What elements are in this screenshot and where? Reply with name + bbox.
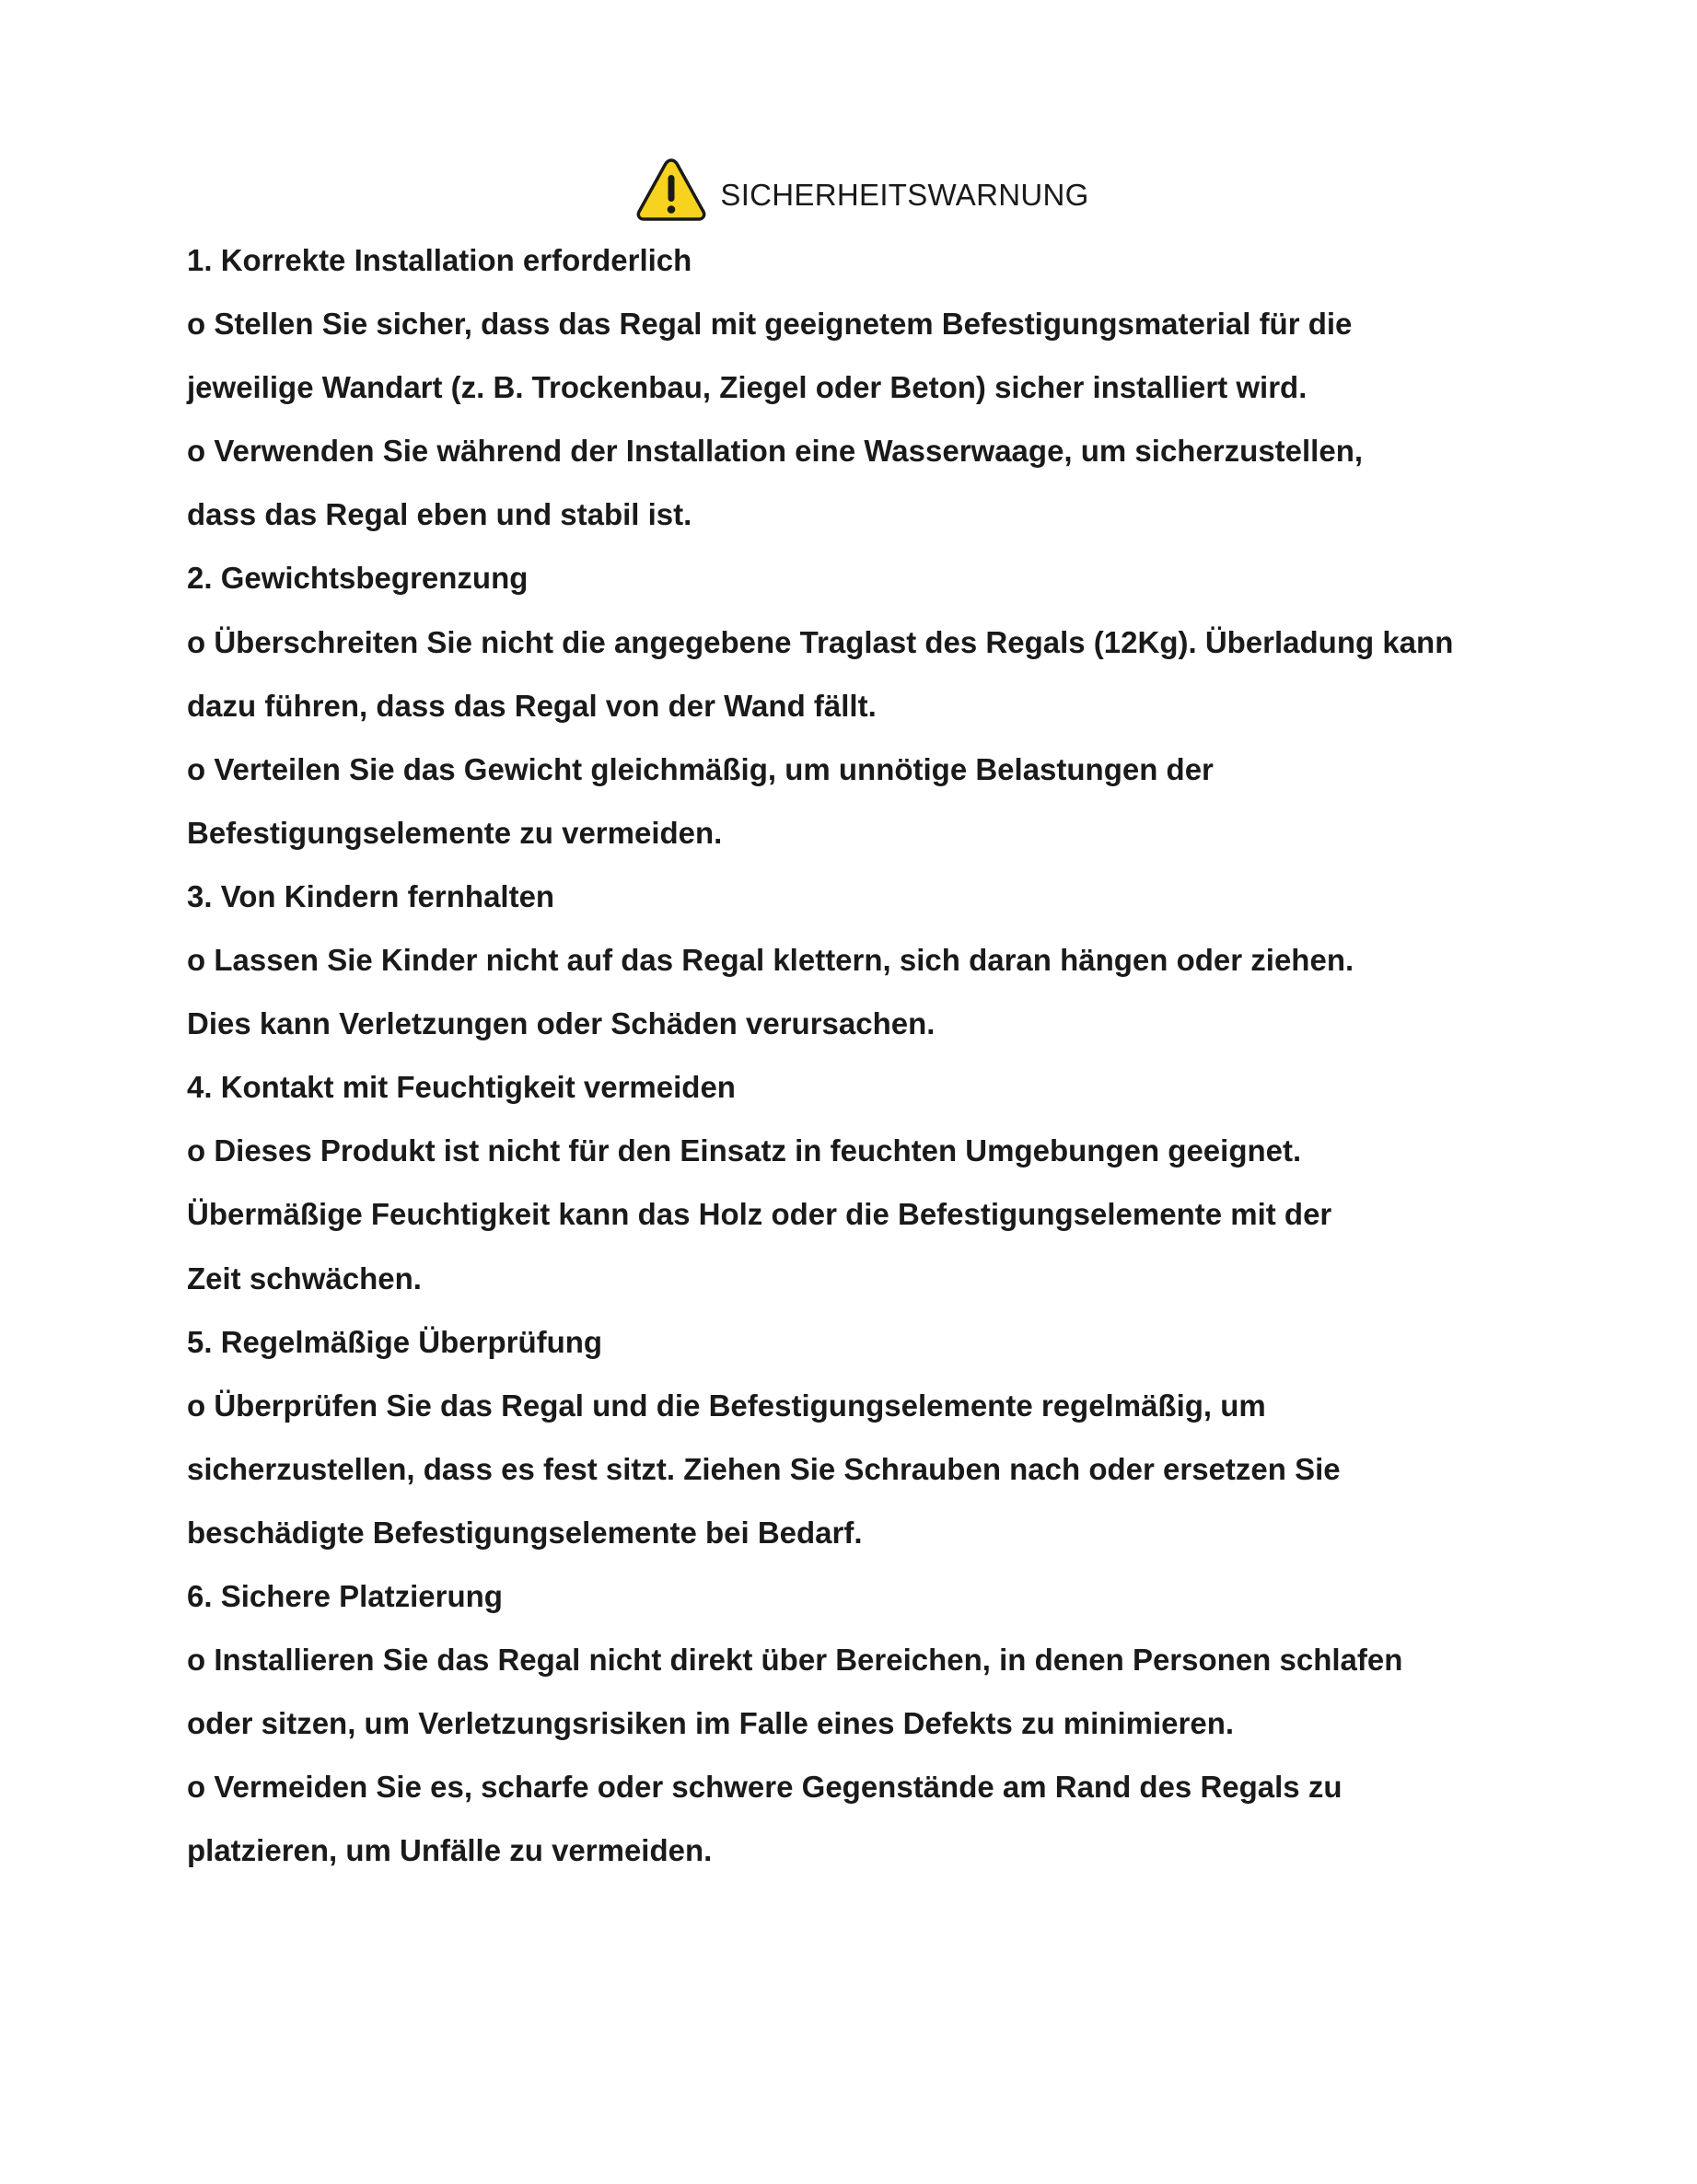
body-line: o Verteilen Sie das Gewicht gleichmäßig, um unnötige Belastungen der (187, 751, 1214, 786)
body-line: platzieren, um Unfälle zu vermeiden. (187, 1833, 713, 1868)
page-title: SICHERHEITSWARNUNG (720, 177, 1089, 212)
warning-triangle-icon (635, 157, 707, 223)
body-line: o Installieren Sie das Regal nicht direkt über Bereichen, in denen Personen schlafen (187, 1643, 1403, 1678)
safety-text-body (187, 239, 1513, 1893)
title-block (635, 157, 1088, 223)
body-line: o Überprüfen Sie das Regal und die Befestigungselemente regelmäßig, um (187, 1388, 1266, 1423)
body-line: o Überschreiten Sie nicht die angegebene Traglast des Regals (12Kg). Überladung kann (187, 624, 1454, 659)
body-line: o Lassen Sie Kinder nicht auf das Regal klettern, sich daran hängen oder ziehen. (187, 943, 1354, 978)
section-heading: 2. Gewichtsbegrenzung (187, 561, 529, 596)
body-line: jeweilige Wandart (z. B. Trockenbau, Ziegel oder Beton) sicher installiert wird. (187, 370, 1308, 405)
section-heading: 5. Regelmäßige Überprüfung (187, 1324, 603, 1359)
section-heading: 4. Kontakt mit Feuchtigkeit vermeiden (187, 1070, 736, 1105)
title-row (0, 155, 1697, 225)
section-heading: 3. Von Kindern fernhalten (187, 878, 555, 913)
body-line: o Verwenden Sie während der Installation eine Wasserwaage, um sicherzustellen, (187, 434, 1364, 469)
body-line: Zeit schwächen. (187, 1260, 422, 1295)
body-line: o Stellen Sie sicher, dass das Regal mit geeignetem Befestigungsmaterial für die (187, 307, 1353, 342)
body-line: beschädigte Befestigungselemente bei Bedarf. (187, 1515, 863, 1550)
body-line: Dies kann Verletzungen oder Schäden verursachen. (187, 1006, 936, 1041)
section-heading: 1. Korrekte Installation erforderlich (187, 243, 692, 277)
body-line: dass das Regal eben und stabil ist. (187, 497, 692, 532)
section-heading: 6. Sichere Platzierung (187, 1578, 503, 1613)
body-line: o Dieses Produkt ist nicht für den Einsatz in feuchten Umgebungen geeignet. (187, 1133, 1302, 1168)
body-line: o Vermeiden Sie es, scharfe oder schwere Gegenstände am Rand des Regals zu (187, 1770, 1342, 1805)
body-line: oder sitzen, um Verletzungsrisiken im Falle eines Defekts zu minimieren. (187, 1706, 1235, 1741)
body-line: Befestigungselemente zu vermeiden. (187, 815, 723, 850)
body-line: sicherzustellen, dass es fest sitzt. Ziehen Sie Schrauben nach oder ersetzen Sie (187, 1451, 1341, 1486)
body-line: Übermäßige Feuchtigkeit kann das Holz oder die Befestigungselemente mit der (187, 1197, 1332, 1232)
body-line: dazu führen, dass das Regal von der Wand fällt. (187, 688, 877, 723)
